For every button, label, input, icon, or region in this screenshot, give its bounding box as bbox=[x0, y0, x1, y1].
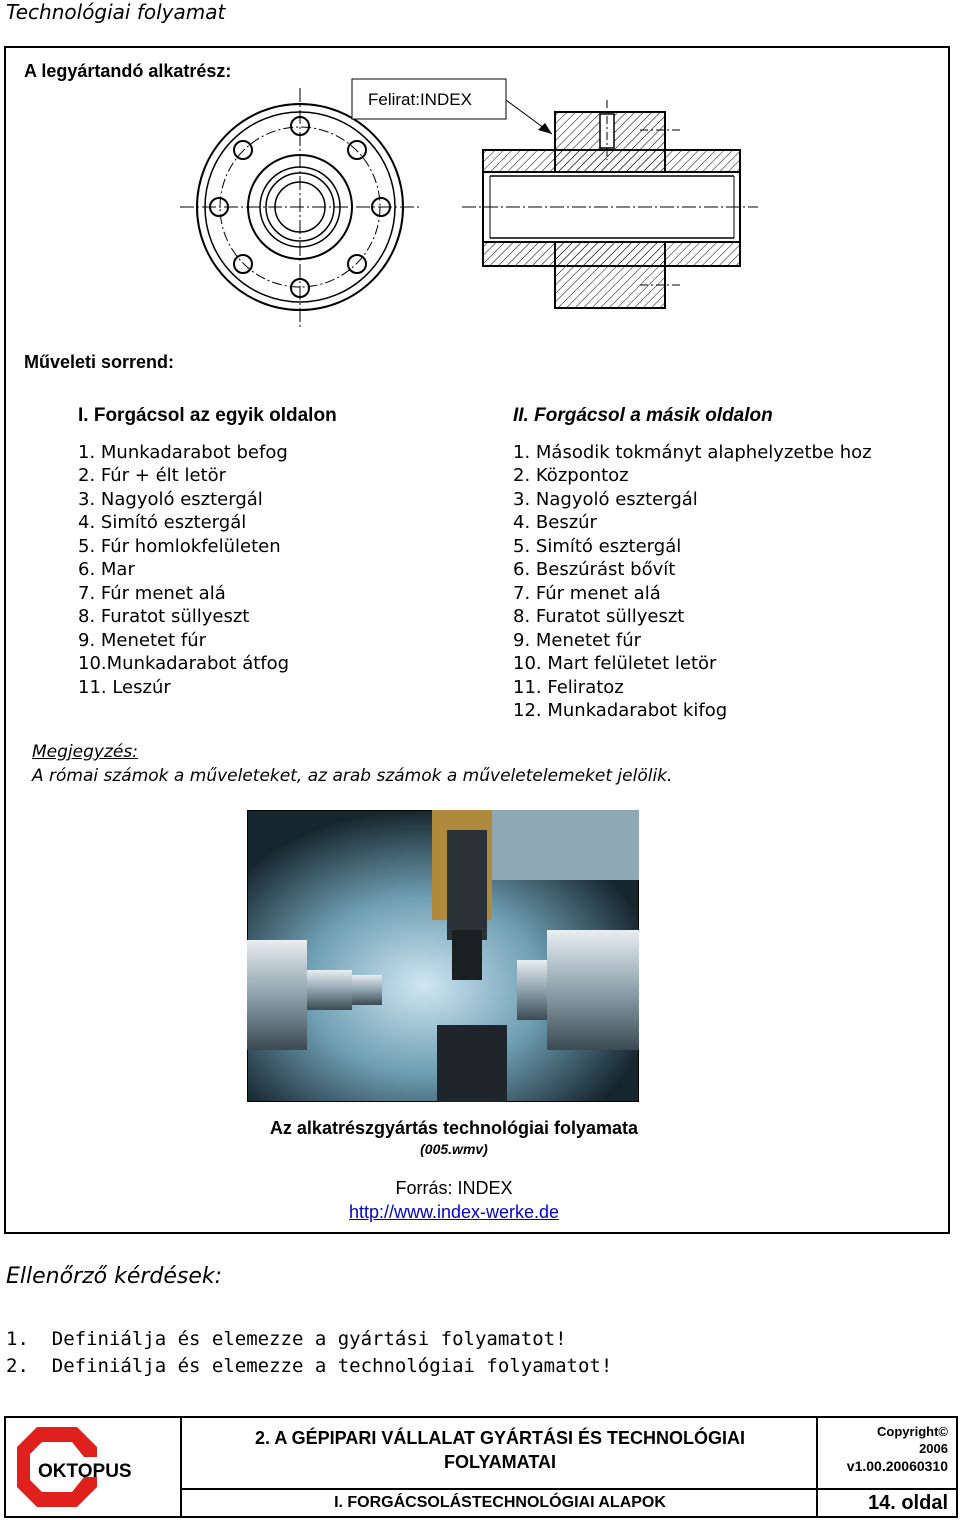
side-view-section bbox=[462, 100, 758, 308]
note-block bbox=[32, 740, 672, 788]
technical-drawing bbox=[0, 60, 960, 390]
video-title: Az alkatrészgyártás technológiai folyamata bbox=[269, 1118, 639, 1138]
list-item: 5. Fúr homlokfelületen bbox=[78, 535, 281, 557]
part-section-title: A legyártandó alkatrész: bbox=[24, 61, 232, 81]
list-item: 7. Fúr menet alá bbox=[78, 582, 226, 604]
footer-version: v1.00.20060310 bbox=[846, 1458, 948, 1474]
list-item: 2. Definiálja és elemezze a technológiai folyamatot! bbox=[6, 1355, 613, 1377]
list-item: 1. Definiálja és elemezze a gyártási folyamatot! bbox=[6, 1328, 567, 1350]
list-item: 9. Menetet fúr bbox=[513, 629, 642, 651]
list-item: 10. Mart felületet letör bbox=[513, 653, 717, 674]
questions-list bbox=[6, 1326, 612, 1380]
ops-column-2-head: II. Forgácsol a másik oldalon bbox=[513, 405, 773, 426]
footer-logo-cell bbox=[6, 1418, 182, 1516]
logo-text: OKTOPUS bbox=[38, 1461, 132, 1482]
video-link-wrap bbox=[0, 1202, 908, 1223]
list-item: 4. Beszúr bbox=[513, 512, 597, 533]
list-item: 3. Nagyoló esztergál bbox=[513, 488, 698, 510]
list-item: 7. Fúr menet alá bbox=[513, 582, 661, 604]
list-item: 8. Furatot süllyeszt bbox=[78, 606, 250, 627]
list-item: 9. Menetet fúr bbox=[78, 629, 207, 651]
ops-column-2 bbox=[513, 404, 872, 723]
callout-text: Felirat:INDEX bbox=[368, 90, 472, 109]
source-link[interactable]: http://www.index-werke.de bbox=[348, 1202, 560, 1222]
list-item: 2. Központoz bbox=[513, 465, 629, 486]
page-footer bbox=[4, 1416, 958, 1518]
footer-title-cell bbox=[182, 1418, 818, 1516]
questions-title: Ellenőrző kérdések: bbox=[6, 1264, 223, 1289]
footer-page-number: 14. oldal bbox=[818, 1488, 956, 1516]
footer-year: 2006 bbox=[919, 1441, 948, 1456]
list-item: 11. Feliratoz bbox=[513, 676, 624, 698]
list-item: 6. Beszúrást bővít bbox=[513, 559, 676, 580]
front-view bbox=[180, 88, 420, 330]
footer-chapter-line2: FOLYAMATAI bbox=[443, 1452, 556, 1472]
note-label: Megjegyzés: bbox=[32, 742, 138, 762]
list-item: 3. Nagyoló esztergál bbox=[78, 488, 263, 510]
footer-copyright: Copyright© bbox=[877, 1424, 948, 1439]
footer-meta-cell bbox=[818, 1418, 956, 1516]
page-header-title: Technológiai folyamat bbox=[6, 0, 226, 24]
video-source: Forrás: INDEX bbox=[395, 1178, 513, 1198]
ops-column-1 bbox=[78, 404, 337, 699]
list-item: 10.Munkadarabot átfog bbox=[78, 653, 290, 674]
ops-section-title: Műveleti sorrend: bbox=[24, 352, 175, 372]
list-item: 6. Mar bbox=[78, 559, 135, 580]
list-item: 1. Munkadarabot befog bbox=[78, 441, 288, 463]
list-item: 2. Fúr + élt letör bbox=[78, 465, 226, 486]
list-item: 1. Második tokmányt alaphelyzetbe hoz bbox=[513, 441, 872, 463]
list-item: 11. Leszúr bbox=[78, 676, 171, 698]
list-item: 12. Munkadarabot kifog bbox=[513, 700, 728, 721]
footer-subtitle: I. FORGÁCSOLÁSTECHNOLÓGIAI ALAPOK bbox=[182, 1488, 818, 1518]
lathe-video-thumbnail[interactable] bbox=[247, 810, 639, 1102]
list-item: 8. Furatot süllyeszt bbox=[513, 606, 685, 627]
footer-chapter-line1: 2. A GÉPIPARI VÁLLALAT GYÁRTÁSI ÉS TECHNOLÓGIAI bbox=[254, 1428, 746, 1448]
list-item: 5. Simító esztergál bbox=[513, 535, 682, 557]
video-file: (005.wmv) bbox=[420, 1141, 488, 1157]
note-text: A római számok a műveleteket, az arab számok a műveletelemeket jelölik. bbox=[32, 766, 673, 786]
list-item: 4. Simító esztergál bbox=[78, 512, 247, 533]
ops-column-1-head: I. Forgácsol az egyik oldalon bbox=[78, 405, 337, 426]
